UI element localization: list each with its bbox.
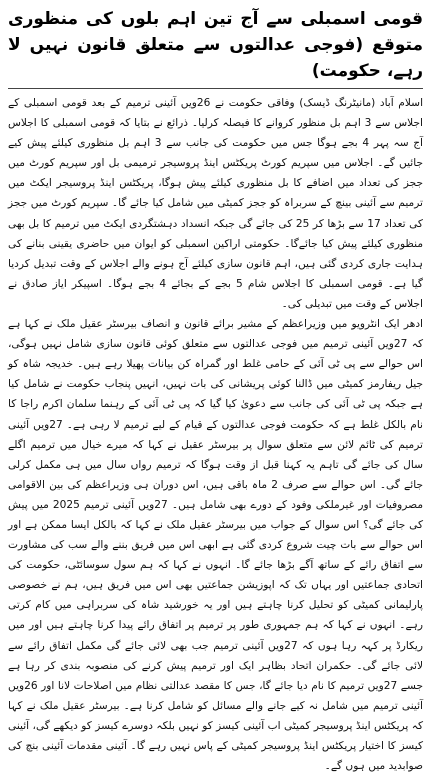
dateline: اسلام آباد (مانیٹرنگ ڈیسک): [299, 97, 424, 109]
paragraph-1: [8, 93, 423, 314]
article-body: [8, 93, 423, 776]
paragraph-1-text: وفاقی حکومت نے 26ویں آئینی ترمیم کے بعد قومی اسمبلی کے اجلاس سے 3 اہم بل منظور کروانے کا فیصلہ کرلیا۔ ذرائع نے بتایا کہ قومی اسمبلی کا اجلاس آج سہ پہر 4 بجے ہوگا جس میں حکومت کی جانب سے 3 اہم بل منظوری کیلئے پیش کیے جائیں گے۔ اجلاس میں سپریم کورٹ پریکٹس اینڈ پروسیجر ترمیمی بل اور سپریم کورٹ میں ججز کی تعداد میں اضافے کا بل منظوری کیلئے پیش ہوگا، پریکٹس اینڈ پروسیجر ایکٹ میں ترمیم سے آئینی بینچ کے سربراہ کو ججز کمیٹی میں شامل کیا جائے گا۔ سپریم کورٹ میں ججز کی تعداد 17 سے بڑھا کر 25 کی جائے گی جبکہ انسداد دہشتگردی ایکٹ میں ترمیم کا بل بھی منظوری کیلئے پیش کیا جائےگا۔ حکومتی اراکین اسمبلی کو ایوان میں حاضری یقینی بنانے کی ہدایت جاری کردی گئی ہیں، اہم قانون سازی کیلئے آج ہونے والے اجلاس کے وقت تبدیل کردیا گیا ہے۔ قومی اسمبلی کا اجلاس شام 5 بجے کے بجائے 4 بجے ہوگا۔ اسپیکر ایاز صادق نے اجلاس کے وقت میں تبدیلی کی۔: [8, 97, 424, 310]
headline: قومی اسمبلی سے آج تین اہم بلوں کی منظوری متوقع (فوجی عدالتوں سے متعلق قانون نہیں لا رہے، حکومت): [8, 6, 423, 89]
paragraph-2: ادھر ایک انٹرویو میں وزیراعظم کے مشیر برائے قانون و انصاف بیرسٹر عقیل ملک نے کہا ہے کہ 27ویں آئینی ترمیم میں فوجی عدالتوں سے متعلق کوئی قانون سازی شامل نہیں ہوگی، اس حوالے سے پی ٹی آئی کے حامی غلط اور گمراہ کن بیانات پھیلا رہے ہیں۔ خدیجہ شاہ کو جیل ریفارمز کمیٹی میں ڈالنا کوئی پریشانی کی بات نہیں، انہیں پنجاب حکومت نے شامل کیا ہے جبکہ پی ٹی آئی کی جانب سے دعویٰ کیا گیا کہ پی ٹی آئی کے رہنما سلمان اکرم راجا کا نام بالکل غلط ہے کہ حکومت فوجی عدالتوں کے قیام کے لیے ترمیم لا رہی ہے۔ 27ویں آئینی ترمیم کی ٹائم لائن سے متعلق سوال پر بیرسٹر عقیل نے کہا کہ میرے خیال میں ترمیم اگلے سال کی جائے گی تاہم یہ کہنا قبل از وقت ہوگا کہ ترمیم رواں سال میں ہی مکمل کرلی جائے گی۔ اس حوالے سے صرف 2 ماہ باقی ہیں، اس دوران ہی وزیراعظم کی بین الاقوامی مصروفیات اور غیرملکی وفود کے دورے بھی شامل ہیں۔ 27ویں آئینی ترمیم 2025 میں پیش کی جائے گی؟ اس سوال کے جواب میں بیرسٹر عقیل ملک نے کہا کہ بالکل ایسا ممکن ہے اور اس حوالے سے بات چیت شروع کردی گئی ہے ابھی اس میں فریق بننے والے سب کی مشاورت سے اتفاق رائے کے ساتھ آگے بڑھا جائے گا۔ انہوں نے کہا کہ ہم سول سوسائٹی، حکومت کی اتحادی جماعتیں اور یہاں تک کہ اپوزیشن جماعتیں بھی اس میں فریق ہیں، ہم نے خصوصی پارلیمانی کمیٹی کو تحلیل کرنا چاہتے ہیں اور یہ خورشید شاہ کی سربراہی میں کام کرتی رہے۔ انہوں نے کہا کہ ہم جمہوری طور پر ترمیم پر اتفاق رائے پیدا کرنا چاہتے ہیں اور میں ریکارڈ پر کہہ رہا ہوں کہ 27ویں آئینی ترمیم جب بھی لائی جائے گی مکمل اتفاق رائے سے لائی جائے گی۔ حکمران اتحاد بظاہر ایک اور ترمیم پیش کرنے کی منصوبہ بندی کر رہا ہے جسے 27ویں ترمیم کا نام دیا جائے گا، جس کا مقصد عدالتی نظام میں اصلاحات لانا اور 26ویں آئینی ترمیم میں شامل نہ کیے جانے والے مسائل کو شامل کرنا ہے۔ بیرسٹر عقیل ملک نے کہا کہ پریکٹس اینڈ پروسیجر کمیٹی اب آئینی کیسز کو نہیں بلکہ دوسرے کیسز کو دیکھے گی، آئینی کیسز کا اختیار پریکٹس اینڈ پروسیجر کمیٹی کے پاس نہیں رہے گا۔ آئینی مقدمات آئینی بنچ کی صوابدید میں ہوں گے۔: [8, 318, 423, 773]
